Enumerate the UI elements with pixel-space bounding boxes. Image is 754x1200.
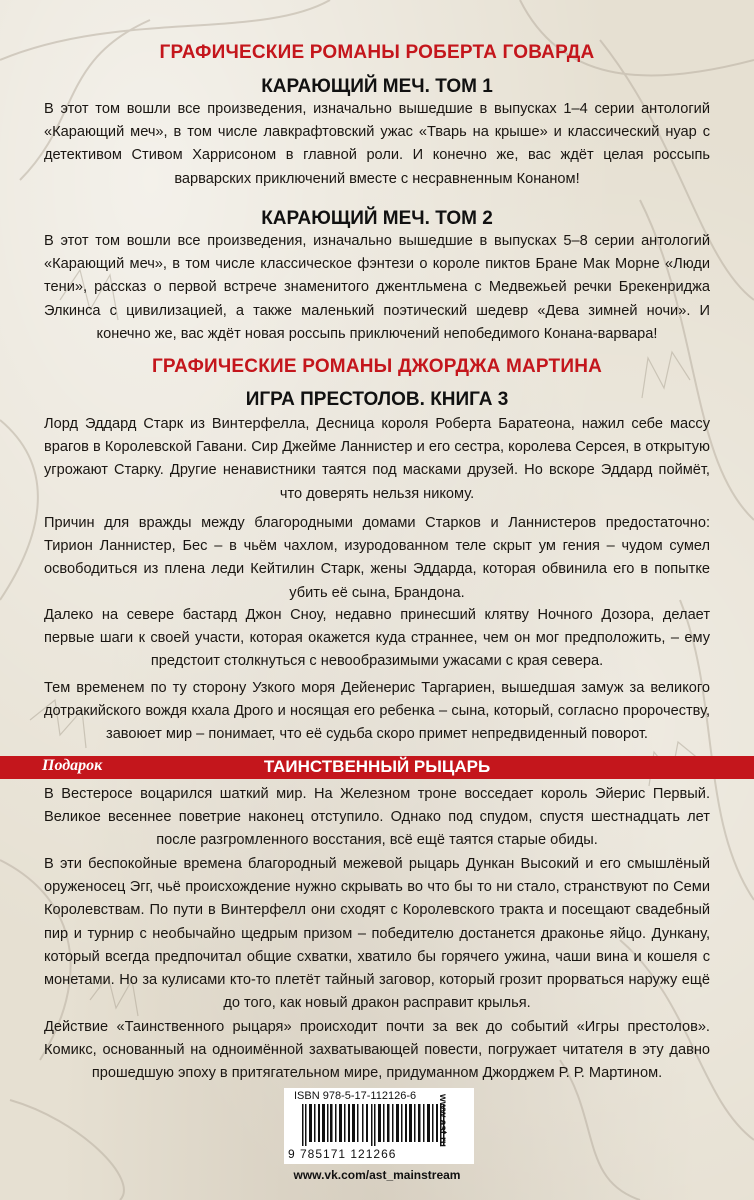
book-title-game-of-thrones-3: ИГРА ПРЕСТОЛОВ. КНИГА 3 bbox=[245, 389, 509, 410]
book-description-sword-vol2: В этот том вошли все произведения, изначально вышедшие в выпусках 5–8 серии антологий «Карающий меч», в том числе классическое фэнтези о короле пиктов Бране Мак Морне «Люди тени», рассказ о первой встрече знаменитого джентльмена с Медвежьей речки Брекенриджа Элкинса с цивилизацией, а также маленький поэтический шедевр «Дева зимней ночи». И конечно же, вас ждёт новая россыпь приключений непобедимого Конана-варвара! bbox=[44, 233, 710, 342]
gift-paragraph-3: Действие «Таинственного рыцаря» происходит почти за век до событий «Игры престолов». Комикс, основанный на одноимённой захватывающей повести, погружает читателя в эту давно прошедшую эпоху в притягательном мире, придуманном Джорджем Р. Р. Мартином. bbox=[44, 1019, 710, 1082]
book-title-sword-vol2: КАРАЮЩИЙ МЕЧ. ТОМ 2 bbox=[261, 208, 493, 229]
gift-paragraph-2: В эти беспокойные времена благородный межевой рыцарь Дункан Высокий и его смышлёный оруженосец Эгг, чьё происхождение нужно скрывать во что бы то ни стало, странствуют по Семи Королевствам. По пути в Винтерфелл они сходят с Королевского тракта и посещают свадебный пир и турнир с необычайно щедрым призом – победителю достанется драконье яйцо. Дункану, который всегда предпочитал общие схватки, хватило бы горячего ужина, чаши вина и кошеля с монетами. Но за кулисами кто-то плетёт тайный заговор, который грозит прорваться наружу ещё до того, как новый дракон расправит крылья. bbox=[44, 856, 710, 1012]
section-heading-martin: ГРАФИЧЕСКИЕ РОМАНЫ ДЖОРДЖА МАРТИНА bbox=[151, 356, 603, 377]
gift-banner bbox=[0, 756, 754, 779]
barcode-digits: 9 785171 121266 bbox=[288, 1147, 397, 1161]
got-paragraph-4: Тем временем по ту сторону Узкого моря Дейенерис Таргариен, вышедшая замуж за великого дотракийского вождя кхала Дрого и носящая его ребенка – сына, который, согласно пророчеству, завоюет мир – понимает, что её судьба скоро примет непредвиденный поворот. bbox=[44, 680, 710, 743]
gift-paragraph-1: В Вестеросе воцарился шаткий мир. На Железном троне восседает король Эйерис Первый. Великое весеннее поветрие наконец отступило. Однако под спудом, спустя шестнадцать лет после разгромленного восстания, всё ещё таятся старые обиды. bbox=[44, 786, 710, 849]
got-paragraph-2: Причин для вражды между благородными домами Старков и Ланнистеров предостаточно: Тирион Ланнистер, Бес – в чьём чахлом, изуродованном теле скрыт ум гения – чудом сумел освободиться из плена леди Кейтилин Старк, жены Эддарда, которая обвинила его в попытке убить её сына, Брандона. bbox=[44, 515, 710, 601]
got-paragraph-1: Лорд Эддард Старк из Винтерфелла, Десница короля Роберта Баратеона, нажил себе массу врагов в Королевской Гавани. Сир Джейме Ланнистер и его сестра, королева Серсея, в открытую угрожают Старку. Другие ненавистники таятся под масками друзей. Но вскоре Эддард поймёт, что доверять нельзя никому. bbox=[44, 416, 710, 502]
book-description-sword-vol1: В этот том вошли все произведения, изначально вышедшие в выпусках 1–4 серии антологий «Карающий меч», в том числе лавкрафтовский ужас «Тварь на крыше» и классический нуар с детективом Стивом Харрисоном в главной роли. И конечно же, вас ждёт целая россыпь варварских приключений вместе с несравненным Конаном! bbox=[44, 101, 710, 187]
gift-title: ТАИНСТВЕННЫЙ РЫЦАРЬ bbox=[263, 757, 491, 776]
publisher-url[interactable]: www.ast.ru bbox=[437, 1094, 448, 1147]
section-heading-howard: ГРАФИЧЕСКИЕ РОМАНЫ РОБЕРТА ГОВАРДА bbox=[159, 42, 595, 63]
isbn-number: ISBN 978-5-17-112126-6 bbox=[294, 1090, 417, 1102]
vk-url[interactable]: www.vk.com/ast_mainstream bbox=[293, 1168, 461, 1182]
gift-label: Подарок bbox=[42, 757, 103, 774]
book-title-sword-vol1: КАРАЮЩИЙ МЕЧ. ТОМ 1 bbox=[261, 76, 493, 97]
got-paragraph-3: Далеко на севере бастард Джон Сноу, недавно принесший клятву Ночного Дозора, делает первые шаги к своей участи, которая окажется куда страннее, чем он мог предположить, – ему предстоит столкнуться с невообразимыми ужасами с края севера. bbox=[44, 607, 710, 670]
